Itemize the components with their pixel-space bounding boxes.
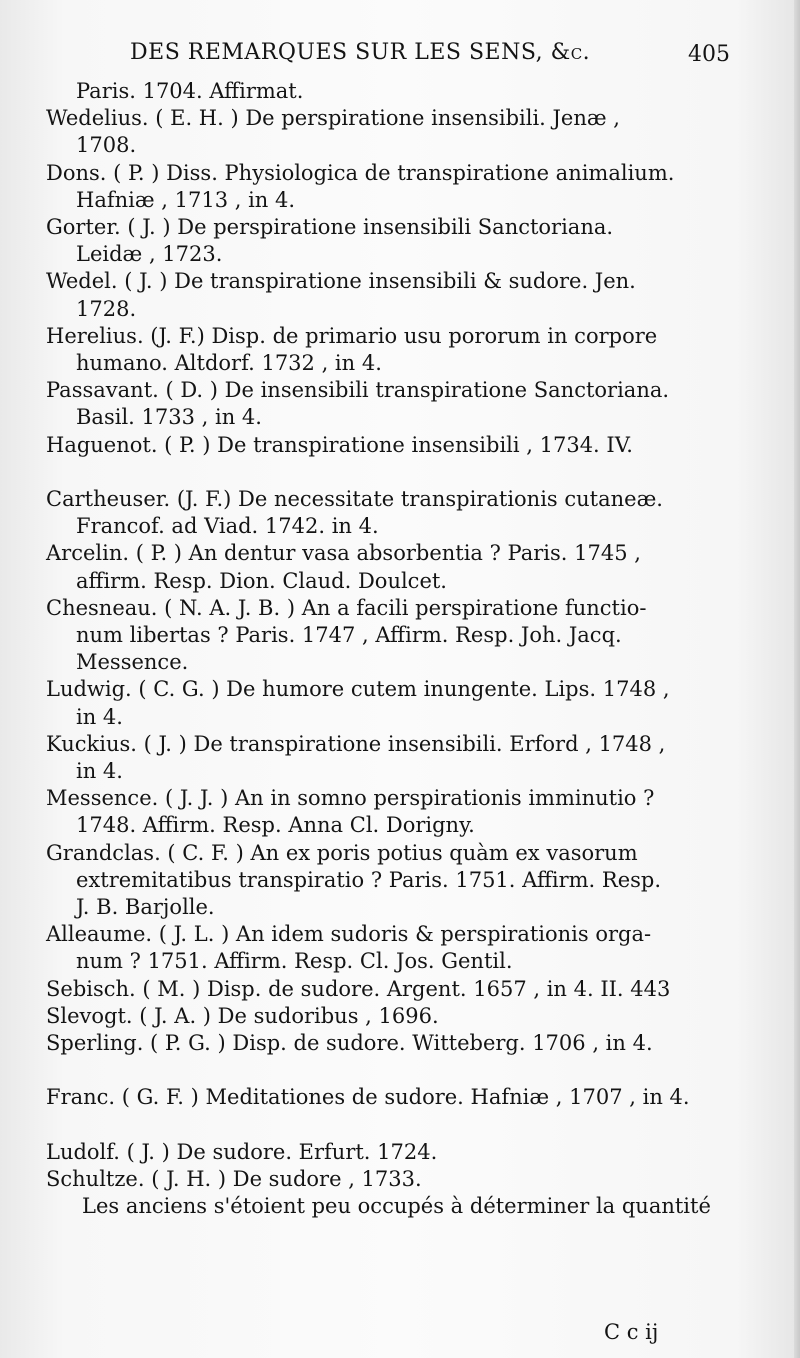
entry-line: num libertas ? Paris. 1747 , Affirm. Resp. Joh. Jacq.	[76, 623, 622, 647]
entry-line: Schultze. ( J. H. ) De sudore , 1733.	[46, 1167, 422, 1191]
entry-line: 1728.	[76, 297, 137, 321]
entry-line: Arcelin. ( P. ) An dentur vasa absorbentia ? Paris. 1745 ,	[46, 541, 641, 565]
entry-line: Alleaume. ( J. L. ) An idem sudoris & perspirationis orga-	[46, 922, 652, 946]
entry-line: Messence. ( J. J. ) An in somno perspirationis imminutio ?	[46, 786, 655, 810]
entry-line: Dons. ( P. ) Diss. Physiologica de transpiratione animalium.	[46, 161, 675, 185]
entry-line: Ludwig. ( C. G. ) De humore cutem inungente. Lips. 1748 ,	[46, 677, 670, 701]
entry-line: Slevogt. ( J. A. ) De sudoribus , 1696.	[46, 1004, 439, 1028]
entry-line: in 4.	[76, 759, 123, 783]
entry-line: Gorter. ( J. ) De perspiratione insensibili Sanctoriana.	[46, 215, 614, 239]
entry-line: num ? 1751. Affirm. Resp. Cl. Jos. Gentil.	[76, 949, 513, 973]
entry-line: Paris. 1704. Affirmat.	[76, 79, 304, 103]
entry-line: humano. Altdorf. 1732 , in 4.	[76, 351, 382, 375]
entry-line: Haguenot. ( P. ) De transpiratione insensibili , 1734. IV.	[46, 433, 633, 457]
entry-line: Herelius. (J. F.) Disp. de primario usu pororum in corpore	[46, 324, 658, 348]
entry-line: affirm. Resp. Dion. Claud. Doulcet.	[76, 569, 447, 593]
entry-line: 1748. Affirm. Resp. Anna Cl. Dorigny.	[76, 813, 475, 837]
page-number: 405	[688, 42, 730, 67]
entry-line: Franc. ( G. F. ) Meditationes de sudore. Hafniæ , 1707 , in 4.	[46, 1085, 690, 1109]
entry-line: Hafniæ , 1713 , in 4.	[76, 188, 296, 212]
entry-line: Chesneau. ( N. A. J. B. ) An a facili perspiratione functio-	[46, 596, 647, 620]
running-head: DES REMARQUES SUR LES SENS, &c.	[130, 40, 591, 65]
entry-line: Francof. ad Viad. 1742. in 4.	[76, 514, 379, 538]
entry-line: J. B. Barjolle.	[76, 895, 215, 919]
entry-line: Sebisch. ( M. ) Disp. de sudore. Argent. 1657 , in 4. II. 443	[46, 977, 671, 1001]
entry-line: Ludolf. ( J. ) De sudore. Erfurt. 1724.	[46, 1140, 438, 1164]
entry-line: Leidæ , 1723.	[76, 242, 223, 266]
entry-line: Wedelius. ( E. H. ) De perspiratione insensibili. Jenæ ,	[46, 106, 620, 130]
entry-line: Les anciens s'étoient peu occupés à déterminer la quantité	[82, 1194, 711, 1218]
entry-line: Basil. 1733 , in 4.	[76, 405, 262, 429]
signature-mark: C c ij	[604, 1320, 659, 1344]
entry-line: Grandclas. ( C. F. ) An ex poris potius quàm ex vasorum	[46, 841, 638, 865]
entry-line: in 4.	[76, 705, 123, 729]
entry-line: Cartheuser. (J. F.) De necessitate transpirationis cutaneæ.	[46, 487, 663, 511]
entry-line: Sperling. ( P. G. ) Disp. de sudore. Witteberg. 1706 , in 4.	[46, 1031, 653, 1055]
entry-line: Messence.	[76, 650, 189, 674]
page-edge-shadow	[794, 0, 800, 1358]
entry-line: 1708.	[76, 133, 137, 157]
entry-line: extremitatibus transpiratio ? Paris. 1751. Affirm. Resp.	[76, 868, 662, 892]
entry-line: Wedel. ( J. ) De transpiratione insensibili & sudore. Jen.	[46, 269, 636, 293]
entry-line: Kuckius. ( J. ) De transpiratione insensibili. Erford , 1748 ,	[46, 732, 666, 756]
entry-line: Passavant. ( D. ) De insensibili transpiratione Sanctoriana.	[46, 378, 670, 402]
